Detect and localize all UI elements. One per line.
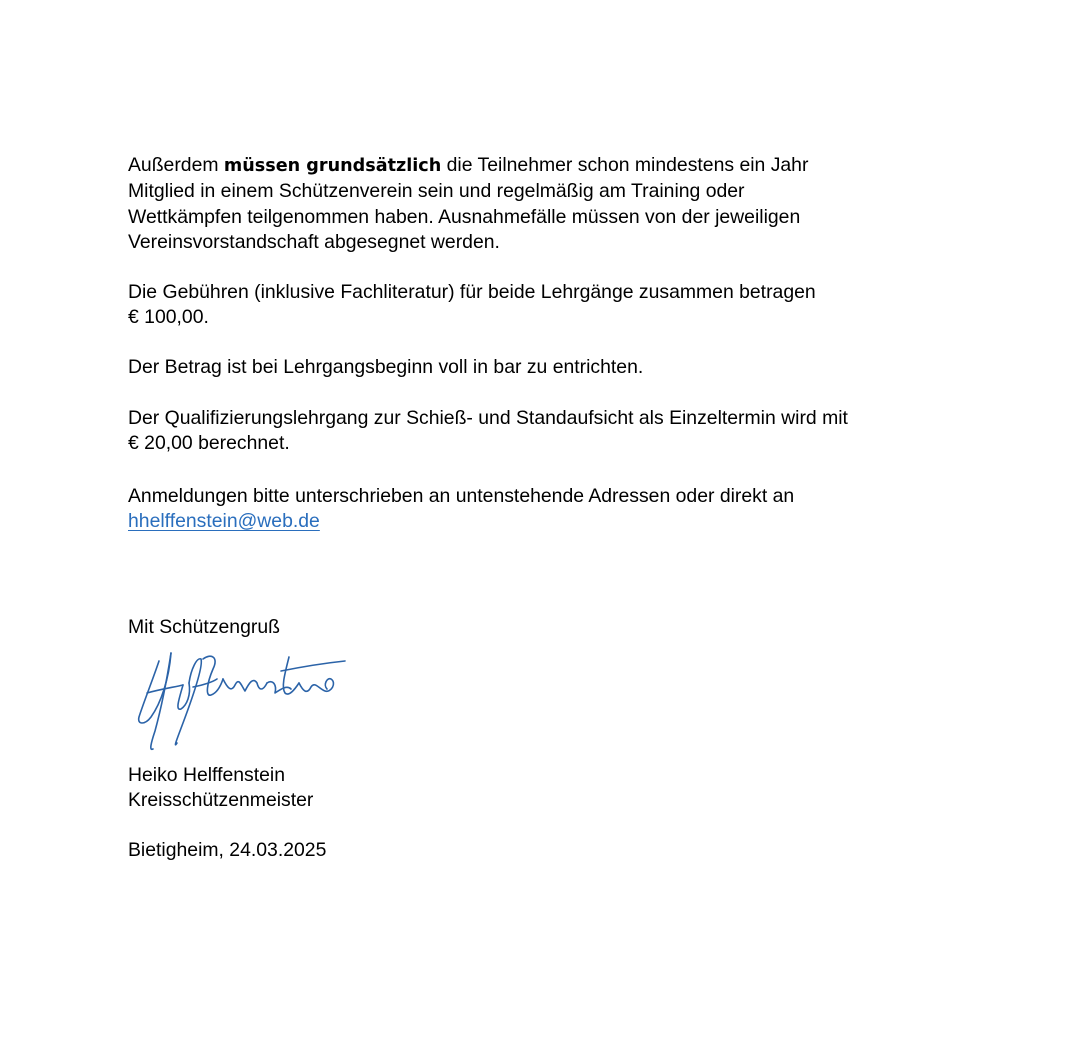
signer-title: Kreisschützenmeister: [128, 788, 314, 811]
registration-paragraph: [128, 484, 968, 535]
greeting: Mit Schützengruß: [128, 616, 280, 639]
paragraph-text: Anmeldungen bitte unterschrieben an untenstehende Adressen oder direkt an: [128, 484, 795, 507]
paragraph-text: € 20,00 berechnet.: [128, 432, 290, 455]
letter-body: [128, 153, 968, 863]
signer-name: Heiko Helffenstein: [128, 763, 286, 786]
paragraph-text: Außerdem: [128, 154, 224, 176]
handwritten-signature: [131, 639, 351, 759]
emphasis-text: müssen grundsätzlich: [223, 156, 442, 176]
paragraph-text: Die Gebühren (inklusive Fachliteratur) für beide Lehrgänge zusammen betragen: [128, 281, 816, 304]
paragraph-text: Vereinsvorstandschaft abgesegnet werden.: [128, 230, 500, 253]
paragraph-text: Der Qualifizierungslehrgang zur Schieß- und Standaufsicht als Einzeltermin wird mit: [128, 407, 848, 430]
requirements-paragraph: [128, 153, 968, 255]
paragraph-text: Mitglied in einem Schützenverein sein und regelmäßig am Training oder: [128, 180, 745, 203]
paragraph-text: Der Betrag ist bei Lehrgangsbeginn voll in bar zu entrichten.: [128, 356, 644, 379]
place-date: Bietigheim, 24.03.2025: [128, 839, 327, 862]
paragraph-text: die Teilnehmer schon mindestens ein Jahr: [441, 154, 809, 176]
paragraph-text: Wettkämpfen teilgenommen haben. Ausnahmefälle müssen von der jeweiligen: [128, 205, 801, 228]
single-course-paragraph: [128, 406, 968, 457]
email-link[interactable]: hhelffenstein@web.de: [128, 509, 320, 532]
payment-paragraph: [128, 355, 968, 380]
paragraph-text: € 100,00.: [128, 306, 209, 329]
fees-paragraph: [128, 280, 968, 331]
